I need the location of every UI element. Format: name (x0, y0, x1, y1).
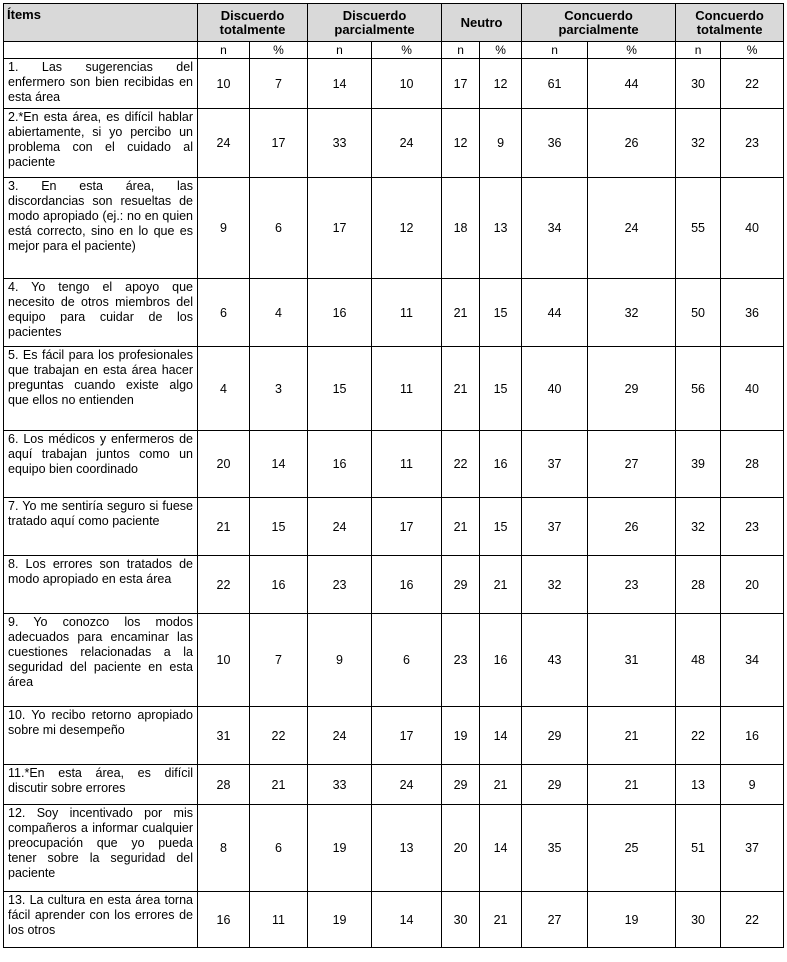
percent-cell: 23 (588, 556, 676, 614)
count-cell: 34 (522, 178, 588, 279)
subheader-n: n (198, 42, 250, 59)
percent-cell: 9 (721, 765, 784, 805)
percent-cell: 25 (588, 805, 676, 892)
count-cell: 6 (198, 279, 250, 347)
percent-cell: 40 (721, 347, 784, 431)
item-text-cell: 3. En esta área, las discordancias son resueltas de modo apropiado (ej.: no en quien está correcto, sino en lo que es mejor para el paciente) (4, 178, 198, 279)
count-cell: 9 (198, 178, 250, 279)
table-row (4, 614, 784, 707)
subheader-percent: % (372, 42, 442, 59)
percent-cell: 23 (721, 109, 784, 178)
count-cell: 29 (442, 765, 480, 805)
percent-cell: 6 (372, 614, 442, 707)
count-cell: 56 (676, 347, 721, 431)
count-cell: 55 (676, 178, 721, 279)
count-cell: 21 (198, 498, 250, 556)
count-cell: 35 (522, 805, 588, 892)
count-cell: 32 (676, 498, 721, 556)
table-row (4, 707, 784, 765)
count-cell: 24 (308, 498, 372, 556)
percent-cell: 27 (588, 431, 676, 498)
subheader-n: n (442, 42, 480, 59)
table-row (4, 109, 784, 178)
count-cell: 10 (198, 614, 250, 707)
percent-cell: 11 (250, 892, 308, 948)
table-row (4, 431, 784, 498)
percent-cell: 20 (721, 556, 784, 614)
count-cell: 22 (442, 431, 480, 498)
subheader-n: n (308, 42, 372, 59)
percent-cell: 26 (588, 498, 676, 556)
count-cell: 22 (198, 556, 250, 614)
table-row (4, 556, 784, 614)
count-cell: 48 (676, 614, 721, 707)
count-cell: 23 (308, 556, 372, 614)
count-cell: 30 (442, 892, 480, 948)
count-cell: 31 (198, 707, 250, 765)
percent-cell: 16 (721, 707, 784, 765)
count-cell: 33 (308, 109, 372, 178)
item-text-cell: 11.*En esta área, es difícil discutir sobre errores (4, 765, 198, 805)
group-header-discuerdo-parcialmente (308, 4, 442, 42)
count-cell: 30 (676, 59, 721, 109)
survey-results-table (3, 3, 784, 948)
group-header-line2: parcialmente (334, 21, 415, 37)
item-text-cell: 12. Soy incentivado por mis compañeros a informar cualquier preocupación que yo pueda tener sobre la seguridad del paciente (4, 805, 198, 892)
percent-cell: 14 (250, 431, 308, 498)
percent-cell: 10 (372, 59, 442, 109)
subheader-percent: % (721, 42, 784, 59)
percent-cell: 28 (721, 431, 784, 498)
percent-cell: 16 (372, 556, 442, 614)
percent-cell: 21 (480, 765, 522, 805)
subheader-n: n (676, 42, 721, 59)
subheader-row (4, 42, 784, 59)
count-cell: 37 (522, 431, 588, 498)
group-header-concuerdo-parcialmente (522, 4, 676, 42)
table-body (4, 59, 784, 948)
count-cell: 16 (198, 892, 250, 948)
percent-cell: 11 (372, 279, 442, 347)
percent-cell: 21 (588, 765, 676, 805)
group-header-neutro (442, 4, 522, 42)
item-text-cell: 1. Las sugerencias del enfermero son bien recibidas en esta área (4, 59, 198, 109)
count-cell: 44 (522, 279, 588, 347)
table-row (4, 279, 784, 347)
percent-cell: 16 (480, 614, 522, 707)
table-row (4, 59, 784, 109)
percent-cell: 22 (721, 59, 784, 109)
subheader-n: n (522, 42, 588, 59)
count-cell: 29 (522, 765, 588, 805)
count-cell: 18 (442, 178, 480, 279)
table-row (4, 892, 784, 948)
percent-cell: 11 (372, 347, 442, 431)
percent-cell: 14 (480, 805, 522, 892)
count-cell: 61 (522, 59, 588, 109)
count-cell: 21 (442, 279, 480, 347)
count-cell: 10 (198, 59, 250, 109)
percent-cell: 22 (250, 707, 308, 765)
percent-cell: 7 (250, 614, 308, 707)
table-row (4, 498, 784, 556)
group-header-line2: totalmente (696, 21, 763, 37)
items-header: Ítems (4, 4, 198, 42)
count-cell: 16 (308, 431, 372, 498)
subheader-percent: % (250, 42, 308, 59)
percent-cell: 6 (250, 805, 308, 892)
count-cell: 8 (198, 805, 250, 892)
count-cell: 12 (442, 109, 480, 178)
count-cell: 15 (308, 347, 372, 431)
count-cell: 29 (442, 556, 480, 614)
count-cell: 17 (442, 59, 480, 109)
count-cell: 23 (442, 614, 480, 707)
header-row (4, 4, 784, 42)
percent-cell: 21 (480, 556, 522, 614)
count-cell: 43 (522, 614, 588, 707)
percent-cell: 16 (250, 556, 308, 614)
percent-cell: 37 (721, 805, 784, 892)
item-text-cell: 7. Yo me sentiría seguro si fuese tratado aquí como paciente (4, 498, 198, 556)
percent-cell: 29 (588, 347, 676, 431)
group-header-line1: Concuerdo (564, 7, 633, 23)
item-text-cell: 5. Es fácil para los profesionales que trabajan en esta área hacer preguntas cuando existe algo que ellos no entienden (4, 347, 198, 431)
subheader-blank-cell (4, 42, 198, 59)
count-cell: 28 (198, 765, 250, 805)
count-cell: 50 (676, 279, 721, 347)
count-cell: 51 (676, 805, 721, 892)
count-cell: 14 (308, 59, 372, 109)
count-cell: 22 (676, 707, 721, 765)
percent-cell: 13 (480, 178, 522, 279)
count-cell: 19 (442, 707, 480, 765)
percent-cell: 22 (721, 892, 784, 948)
group-header-concuerdo-totalmente (676, 4, 784, 42)
percent-cell: 32 (588, 279, 676, 347)
group-header-line1: Neutro (460, 14, 503, 30)
count-cell: 17 (308, 178, 372, 279)
percent-cell: 23 (721, 498, 784, 556)
percent-cell: 19 (588, 892, 676, 948)
count-cell: 32 (676, 109, 721, 178)
item-text-cell: 10. Yo recibo retorno apropiado sobre mi desempeño (4, 707, 198, 765)
percent-cell: 3 (250, 347, 308, 431)
count-cell: 13 (676, 765, 721, 805)
count-cell: 36 (522, 109, 588, 178)
percent-cell: 14 (480, 707, 522, 765)
percent-cell: 17 (250, 109, 308, 178)
count-cell: 39 (676, 431, 721, 498)
percent-cell: 24 (372, 765, 442, 805)
count-cell: 30 (676, 892, 721, 948)
count-cell: 40 (522, 347, 588, 431)
item-text-cell: 4. Yo tengo el apoyo que necesito de otros miembros del equipo para cuidar de los pacientes (4, 279, 198, 347)
percent-cell: 14 (372, 892, 442, 948)
count-cell: 21 (442, 347, 480, 431)
count-cell: 27 (522, 892, 588, 948)
subheader-percent: % (480, 42, 522, 59)
group-header-line2: totalmente (219, 21, 286, 37)
item-text-cell: 2.*En esta área, es difícil hablar abiertamente, si yo percibo un problema con el cuidado al paciente (4, 109, 198, 178)
table-row (4, 347, 784, 431)
table-row (4, 765, 784, 805)
count-cell: 19 (308, 892, 372, 948)
count-cell: 16 (308, 279, 372, 347)
count-cell: 20 (198, 431, 250, 498)
count-cell: 37 (522, 498, 588, 556)
count-cell: 9 (308, 614, 372, 707)
count-cell: 32 (522, 556, 588, 614)
percent-cell: 21 (480, 892, 522, 948)
count-cell: 21 (442, 498, 480, 556)
percent-cell: 34 (721, 614, 784, 707)
percent-cell: 40 (721, 178, 784, 279)
item-text-cell: 8. Los errores son tratados de modo apropiado en esta área (4, 556, 198, 614)
subheader-percent: % (588, 42, 676, 59)
percent-cell: 7 (250, 59, 308, 109)
count-cell: 4 (198, 347, 250, 431)
percent-cell: 12 (372, 178, 442, 279)
percent-cell: 44 (588, 59, 676, 109)
item-text-cell: 9. Yo conozco los modos adecuados para encaminar las cuestiones relacionadas a la seguridad del paciente en esta área (4, 614, 198, 707)
count-cell: 19 (308, 805, 372, 892)
percent-cell: 9 (480, 109, 522, 178)
count-cell: 33 (308, 765, 372, 805)
table-row (4, 178, 784, 279)
percent-cell: 6 (250, 178, 308, 279)
percent-cell: 31 (588, 614, 676, 707)
count-cell: 24 (308, 707, 372, 765)
percent-cell: 4 (250, 279, 308, 347)
percent-cell: 15 (480, 279, 522, 347)
percent-cell: 15 (480, 347, 522, 431)
survey-table-container (3, 3, 784, 948)
percent-cell: 12 (480, 59, 522, 109)
percent-cell: 11 (372, 431, 442, 498)
percent-cell: 24 (372, 109, 442, 178)
percent-cell: 15 (480, 498, 522, 556)
count-cell: 20 (442, 805, 480, 892)
percent-cell: 21 (250, 765, 308, 805)
table-row (4, 805, 784, 892)
group-header-line1: Concuerdo (695, 7, 764, 23)
group-header-line1: Discuerdo (220, 7, 285, 23)
count-cell: 28 (676, 556, 721, 614)
percent-cell: 26 (588, 109, 676, 178)
count-cell: 29 (522, 707, 588, 765)
group-header-line1: Discuerdo (342, 7, 407, 23)
count-cell: 24 (198, 109, 250, 178)
item-text-cell: 13. La cultura en esta área torna fácil aprender con los errores de los otros (4, 892, 198, 948)
group-header-line2: parcialmente (558, 21, 639, 37)
percent-cell: 13 (372, 805, 442, 892)
percent-cell: 21 (588, 707, 676, 765)
percent-cell: 24 (588, 178, 676, 279)
group-header-discuerdo-totalmente (198, 4, 308, 42)
percent-cell: 15 (250, 498, 308, 556)
percent-cell: 36 (721, 279, 784, 347)
percent-cell: 16 (480, 431, 522, 498)
percent-cell: 17 (372, 707, 442, 765)
item-text-cell: 6. Los médicos y enfermeros de aquí trabajan juntos como un equipo bien coordinado (4, 431, 198, 498)
percent-cell: 17 (372, 498, 442, 556)
